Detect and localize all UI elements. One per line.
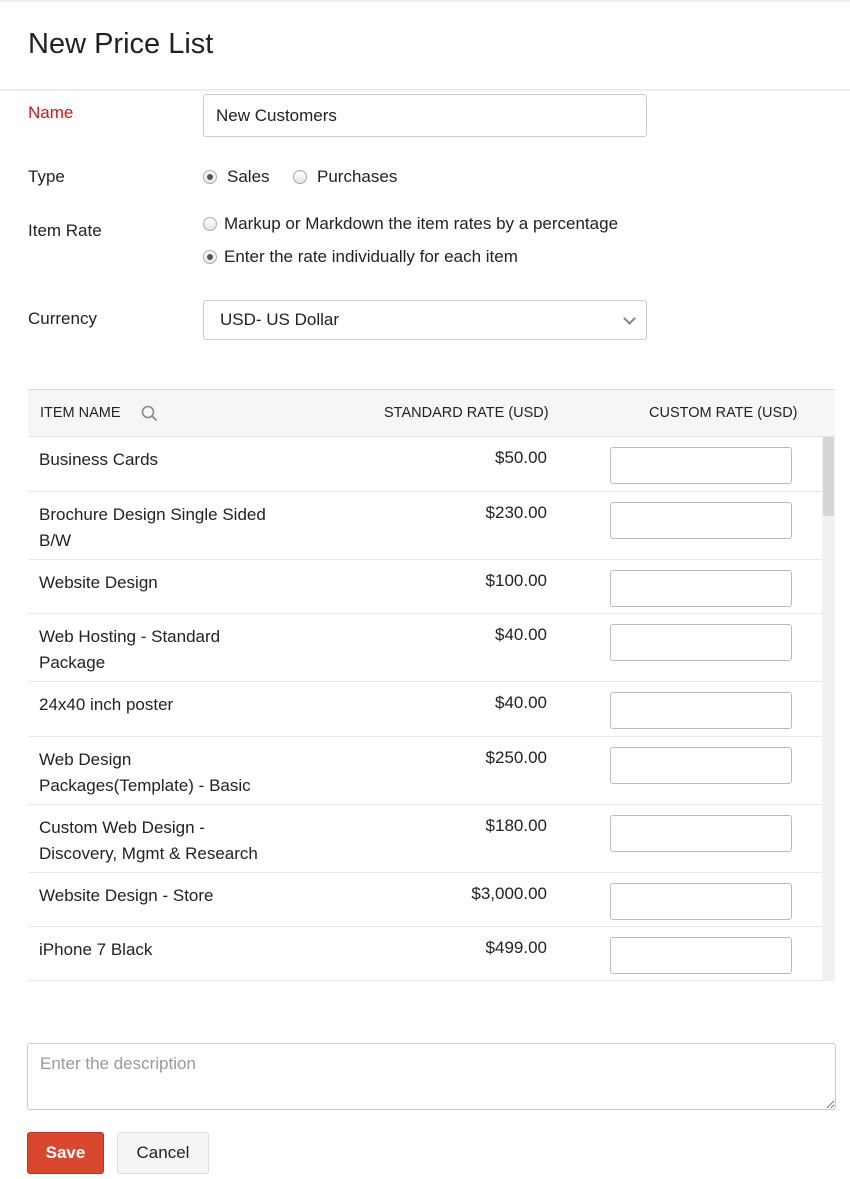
standard-rate: $3,000.00 bbox=[471, 884, 547, 903]
top-border bbox=[0, 0, 850, 2]
custom-rate-input[interactable] bbox=[610, 815, 792, 852]
table-row bbox=[28, 682, 822, 737]
type-radio-sales[interactable] bbox=[203, 167, 270, 187]
table-row bbox=[28, 737, 822, 805]
item-name: iPhone 7 Black bbox=[39, 940, 153, 959]
cancel-button[interactable]: Cancel bbox=[117, 1132, 209, 1174]
page-title: New Price List bbox=[28, 28, 214, 60]
radio-checked-icon bbox=[203, 170, 217, 184]
header-divider bbox=[0, 89, 850, 91]
table-body bbox=[28, 437, 835, 981]
name-input[interactable]: New Customers bbox=[203, 94, 647, 137]
table-row bbox=[28, 560, 822, 614]
item-name: Business Cards bbox=[39, 450, 159, 469]
standard-rate: $250.00 bbox=[485, 748, 547, 767]
description-textarea[interactable] bbox=[27, 1043, 836, 1110]
standard-rate: $50.00 bbox=[495, 448, 547, 467]
currency-select[interactable] bbox=[203, 300, 647, 340]
radio-label: Purchases bbox=[317, 167, 398, 186]
header-standard-rate: STANDARD RATE (USD) bbox=[384, 405, 549, 421]
radio-unchecked-icon bbox=[203, 217, 217, 231]
item-name: Web Design Packages(Template) - Basic bbox=[39, 750, 251, 795]
custom-rate-input[interactable] bbox=[610, 747, 792, 784]
standard-rate: $40.00 bbox=[495, 625, 547, 644]
custom-rate-input[interactable] bbox=[610, 624, 792, 661]
items-table bbox=[28, 389, 835, 981]
standard-rate: $40.00 bbox=[495, 693, 547, 712]
table-row bbox=[28, 927, 822, 981]
chevron-down-icon bbox=[623, 312, 636, 325]
type-radio-purchases[interactable] bbox=[293, 167, 397, 187]
currency-value: USD- US Dollar bbox=[220, 310, 340, 329]
table-row bbox=[28, 614, 822, 682]
item-name: Web Hosting - Standard Package bbox=[39, 627, 221, 672]
item-name: Website Design - Store bbox=[39, 886, 214, 905]
item-rate-label: Item Rate bbox=[28, 221, 102, 240]
header-custom-rate: CUSTOM RATE (USD) bbox=[649, 405, 798, 421]
custom-rate-input[interactable] bbox=[610, 883, 792, 920]
custom-rate-input[interactable] bbox=[610, 447, 792, 484]
radio-label: Enter the rate individually for each item bbox=[224, 247, 518, 266]
custom-rate-input[interactable] bbox=[610, 570, 792, 607]
standard-rate: $499.00 bbox=[485, 938, 547, 957]
standard-rate: $180.00 bbox=[485, 816, 547, 835]
item-name: Brochure Design Single Sided B/W bbox=[39, 505, 266, 550]
table-row bbox=[28, 437, 822, 492]
item-rate-radio-markup[interactable] bbox=[203, 214, 618, 234]
custom-rate-input[interactable] bbox=[610, 937, 792, 974]
standard-rate: $230.00 bbox=[485, 503, 547, 522]
type-label: Type bbox=[28, 167, 65, 186]
header-label: ITEM NAME bbox=[40, 405, 121, 421]
scrollbar-thumb[interactable] bbox=[823, 437, 834, 516]
item-name: 24x40 inch poster bbox=[39, 695, 174, 714]
scrollbar[interactable] bbox=[822, 437, 835, 981]
item-rate-radio-individual[interactable] bbox=[203, 247, 518, 267]
custom-rate-input[interactable] bbox=[610, 692, 792, 729]
standard-rate: $100.00 bbox=[485, 571, 547, 590]
header-item-name[interactable] bbox=[40, 405, 121, 421]
radio-checked-icon bbox=[203, 250, 217, 264]
table-header bbox=[28, 390, 835, 437]
item-name: Custom Web Design - Discovery, Mgmt & Research bbox=[39, 818, 258, 863]
table-row bbox=[28, 805, 822, 873]
radio-label: Sales bbox=[227, 167, 270, 186]
radio-unchecked-icon bbox=[293, 170, 307, 184]
save-button[interactable]: Save bbox=[27, 1132, 104, 1174]
currency-label: Currency bbox=[28, 309, 97, 328]
search-icon[interactable] bbox=[141, 405, 158, 422]
table-row bbox=[28, 492, 822, 560]
table-row bbox=[28, 873, 822, 927]
name-label: Name bbox=[28, 103, 74, 122]
custom-rate-input[interactable] bbox=[610, 502, 792, 539]
radio-label: Markup or Markdown the item rates by a percentage bbox=[224, 214, 619, 233]
item-name: Website Design bbox=[39, 573, 158, 592]
